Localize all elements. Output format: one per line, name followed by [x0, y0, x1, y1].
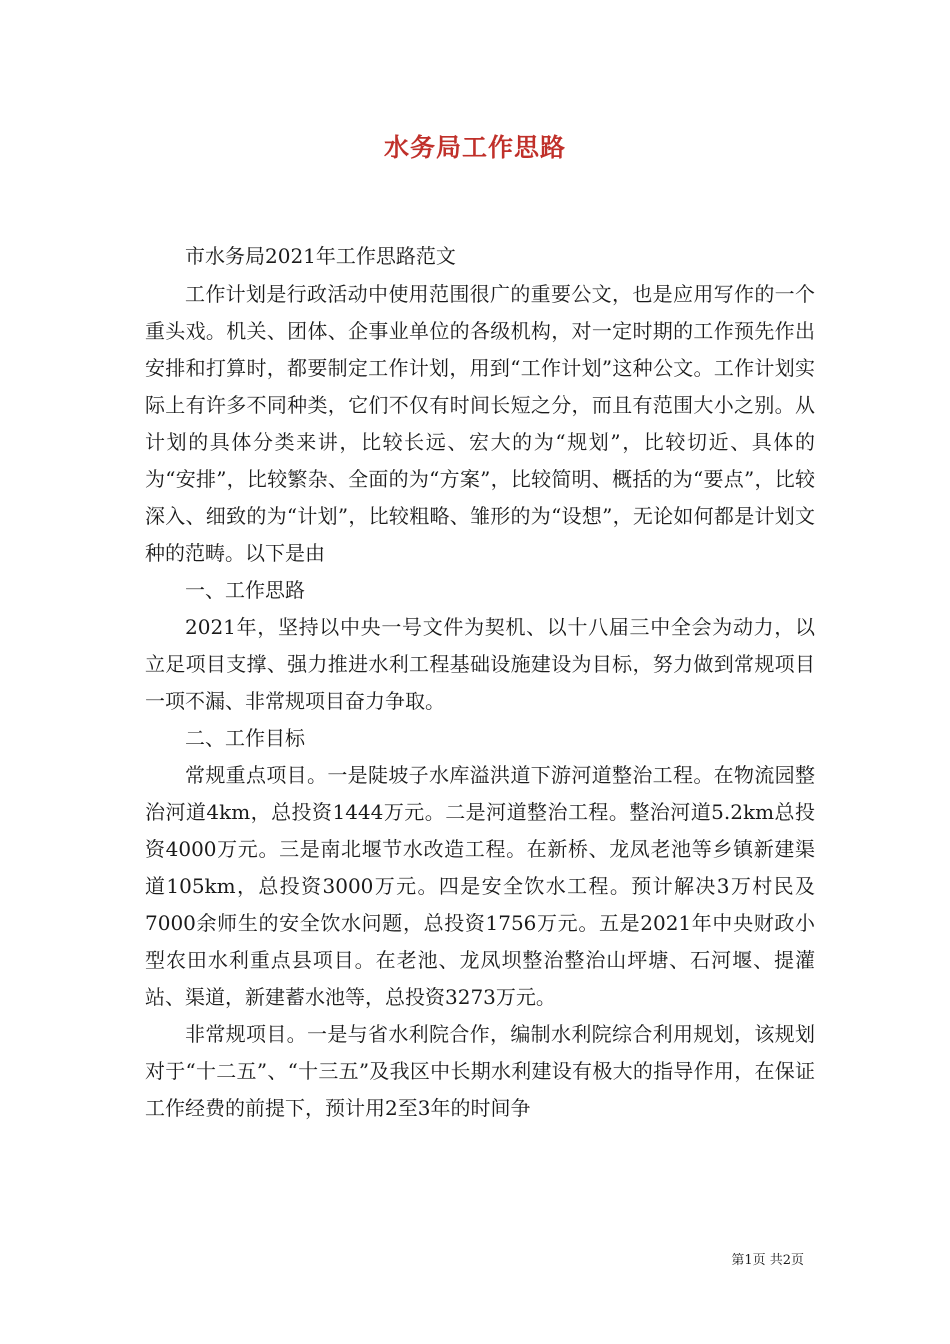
section-heading-work-ideas: 一、工作思路	[185, 578, 305, 602]
document-title: 水务局工作思路	[383, 133, 566, 162]
regular-projects-paragraph: 常规重点项目。一是陡坡子水库溢洪道下游河道整治工程。在物流园整治河道4km，总投资1444万元。二是河道整治工程。整治河道5.2km总投资4000万元。三是南北堰节水改造工程。在新桥、龙凤老池等乡镇新建渠道105km，总投资3000万元。四是安全饮水工程。预计解决3万村民及7000余师生的安全饮水问题，总投资1756万元。五是2021年中央财政小型农田水利重点县项目。在老池、龙凤坝整治整治山坪塘、石河堰、提灌站、渠道，新建蓄水池等，总投资3273万元。	[145, 763, 815, 1009]
work-ideas-paragraph: 2021年，坚持以中央一号文件为契机、以十八届三中全会为动力，以立足项目支撑、强力推进水利工程基础设施建设为目标，努力做到常规项目一项不漏、非常规项目奋力争取。	[145, 615, 815, 713]
document-body	[145, 238, 815, 1127]
page-number-footer: 第1页 共2页	[731, 1253, 804, 1268]
section-heading-work-goals: 二、工作目标	[185, 726, 305, 750]
intro-paragraph: 工作计划是行政活动中使用范围很广的重要公文，也是应用写作的一个重头戏。机关、团体、企事业单位的各级机构，对一定时期的工作预先作出安排和打算时，都要制定工作计划，用到“工作计划”这种公文。工作计划实际上有许多不同种类，它们不仅有时间长短之分，而且有范围大小之别。从计划的具体分类来讲，比较长远、宏大的为“规划”，比较切近、具体的为“安排”，比较繁杂、全面的为“方案”，比较简明、概括的为“要点”，比较深入、细致的为“计划”，比较粗略、雏形的为“设想”，无论如何都是计划文种的范畴。以下是由	[145, 282, 815, 565]
document-subtitle: 市水务局2021年工作思路范文	[185, 244, 456, 268]
irregular-projects-paragraph: 非常规项目。一是与省水利院合作，编制水利院综合利用规划，该规划对于“十二五”、“十三五”及我区中长期水利建设有极大的指导作用，在保证工作经费的前提下，预计用2至3年的时间争	[145, 1022, 815, 1120]
